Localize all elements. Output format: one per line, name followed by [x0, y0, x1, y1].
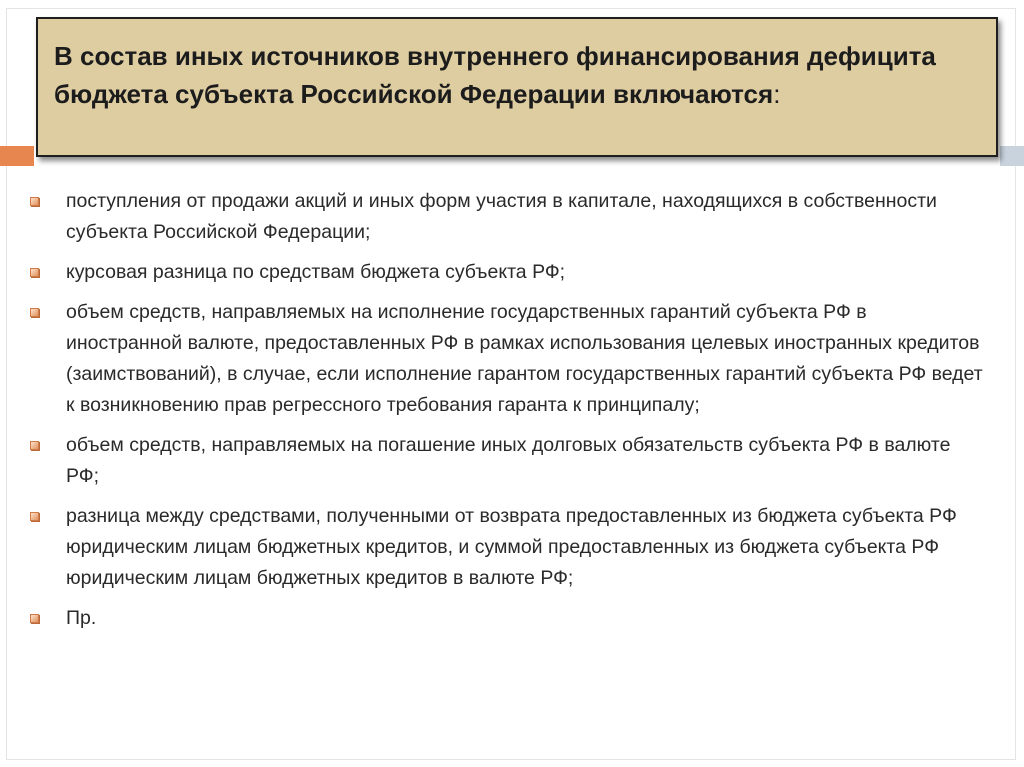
square-bullet-icon — [30, 268, 39, 277]
list-item — [28, 186, 983, 248]
list-item-text: объем средств, направляемых на исполнение государственных гарантий субъекта РФ в иностранной валюте, предоставленных РФ в рамках использования целевых иностранных кредитов (заимствований), в случае, если исполнение гарантом государственных гарантий субъекта РФ ведет к возникновению прав регрессного требования гаранта к принципалу; — [66, 301, 983, 416]
title-box — [36, 17, 998, 157]
list-item — [28, 603, 983, 634]
list-item — [28, 257, 983, 288]
list-item-text: разница между средствами, полученными от возврата предоставленных из бюджета субъекта РФ юридическим лицам бюджетных кредитов, и суммой предоставленных из бюджета субъекта РФ юридическим лицам бюджетных кредитов в валюте РФ; — [66, 505, 957, 589]
square-bullet-icon — [30, 308, 39, 317]
bullet-list — [28, 186, 983, 643]
list-item-text: объем средств, направляемых на погашение иных долговых обязательств субъекта РФ в валюте РФ; — [66, 434, 951, 487]
slide-title — [54, 37, 980, 113]
list-item — [28, 430, 983, 492]
square-bullet-icon — [30, 441, 39, 450]
square-bullet-icon — [30, 512, 39, 521]
slide-title-colon: : — [773, 79, 781, 109]
square-bullet-icon — [30, 197, 39, 206]
accent-stripe-left — [0, 146, 34, 166]
slide-title-text: В состав иных источников внутреннего финансирования дефицита бюджета субъекта Российской Федерации включаются — [54, 41, 936, 109]
accent-stripe-right — [1000, 146, 1024, 166]
list-item — [28, 297, 983, 421]
list-item-text: поступления от продажи акций и иных форм участия в капитале, находящихся в собственности субъекта Российской Федерации; — [66, 190, 937, 243]
list-item — [28, 501, 983, 594]
list-item-text: Пр. — [66, 607, 97, 629]
square-bullet-icon — [30, 614, 39, 623]
list-item-text: курсовая разница по средствам бюджета субъекта РФ; — [66, 261, 566, 283]
